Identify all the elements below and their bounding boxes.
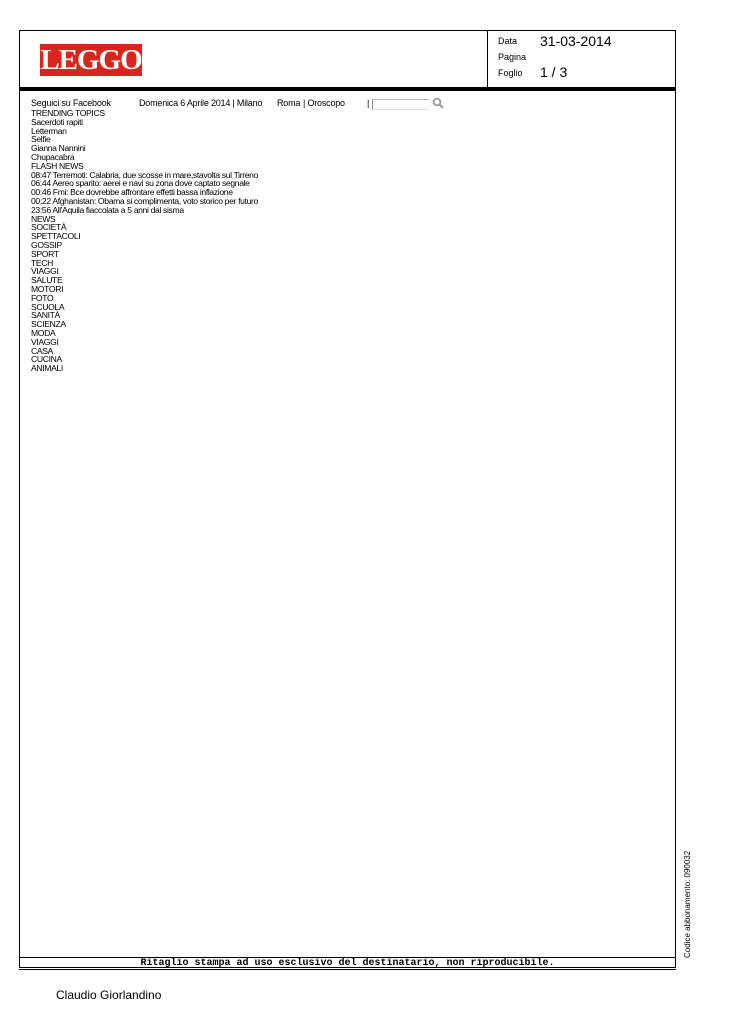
data-label: Data: [498, 36, 518, 46]
foglio-value: 1 / 3: [540, 64, 568, 80]
search-input[interactable]: [372, 99, 429, 110]
section-link-casa[interactable]: CASA: [31, 345, 54, 356]
section-link-scuola[interactable]: SCUOLA: [31, 301, 65, 312]
section-link-scienza[interactable]: SCIENZA: [31, 319, 66, 330]
trending-item[interactable]: Sacerdoti rapiti: [31, 116, 83, 127]
section-link-motori[interactable]: MOTORI: [31, 283, 64, 294]
section-link-salute[interactable]: SALUTE: [31, 275, 63, 286]
article-clipping: [31, 98, 481, 373]
trending-item[interactable]: Chupacabra: [31, 151, 75, 162]
trending-item[interactable]: Letterman: [31, 125, 67, 136]
footer-notice: Ritaglio stampa ad uso esclusivo del destinatario, non riproducibile.: [19, 957, 676, 970]
flash-news-list: [31, 171, 481, 215]
facebook-link[interactable]: Seguici su Facebook: [31, 98, 111, 108]
trending-item[interactable]: Gianna Nannini: [31, 143, 86, 154]
section-link-gossip[interactable]: GOSSIP: [31, 239, 62, 250]
section-link-spettacoli[interactable]: SPETTACOLI: [31, 231, 81, 242]
flash-news-heading: FLASH NEWS: [31, 160, 84, 171]
trending-item[interactable]: Selfie: [31, 134, 51, 145]
header-divider: [487, 30, 488, 88]
search-icon[interactable]: [432, 97, 444, 109]
foglio-label: Foglio: [498, 68, 523, 78]
section-nav: [31, 215, 481, 373]
pagina-label: Pagina: [498, 52, 527, 62]
flash-news-item[interactable]: 06:44 Aereo sparito: aerei e navi su zona dove captato segnale: [31, 178, 250, 189]
oroscopo-link[interactable]: | Oroscopo: [303, 98, 345, 108]
section-link-animali[interactable]: ANIMALI: [31, 363, 63, 374]
search-separator: |: [367, 98, 370, 108]
trending-heading: TRENDING TOPICS: [31, 108, 105, 118]
section-link-foto[interactable]: FOTO: [31, 292, 54, 303]
date-location: Domenica 6 Aprile 2014 | Milano: [139, 98, 263, 108]
flash-news-item[interactable]: 00:22 Afghanistan: Obama si complimenta, voto storico per futuro: [31, 195, 258, 206]
roma-link[interactable]: Roma: [277, 98, 301, 108]
subscription-code: Codice abbonamento: 090032: [683, 850, 692, 958]
section-link-cucina[interactable]: CUCINA: [31, 354, 62, 365]
section-link-viaggi-2[interactable]: VIAGGI: [31, 336, 59, 347]
section-link-news[interactable]: NEWS: [31, 213, 56, 224]
flash-news-item[interactable]: 08:47 Terremoti: Calabria, due scosse in mare,stavolta sul Tirreno: [31, 169, 259, 180]
header-bottom-rule: [19, 88, 676, 91]
flash-news-item[interactable]: 00:46 Fmi: Bce dovrebbe affrontare effetti bassa inflazione: [31, 187, 233, 198]
trending-list: [31, 118, 481, 162]
signature: Claudio Giorlandino: [56, 988, 162, 1002]
data-value: 31-03-2014: [540, 33, 612, 49]
section-link-societa[interactable]: SOCIETÀ: [31, 222, 67, 233]
section-link-sport[interactable]: SPORT: [31, 248, 59, 259]
section-link-moda[interactable]: MODA: [31, 327, 56, 338]
flash-news-item[interactable]: 23:56 All'Aquila fiaccolata a 5 anni dal sisma: [31, 204, 184, 215]
section-link-viaggi[interactable]: VIAGGI: [31, 266, 59, 277]
section-link-tech[interactable]: TECH: [31, 257, 53, 268]
top-bar: [31, 98, 481, 109]
leggo-logo: LEGGO: [40, 44, 142, 76]
section-link-sanita[interactable]: SANITÀ: [31, 310, 60, 321]
